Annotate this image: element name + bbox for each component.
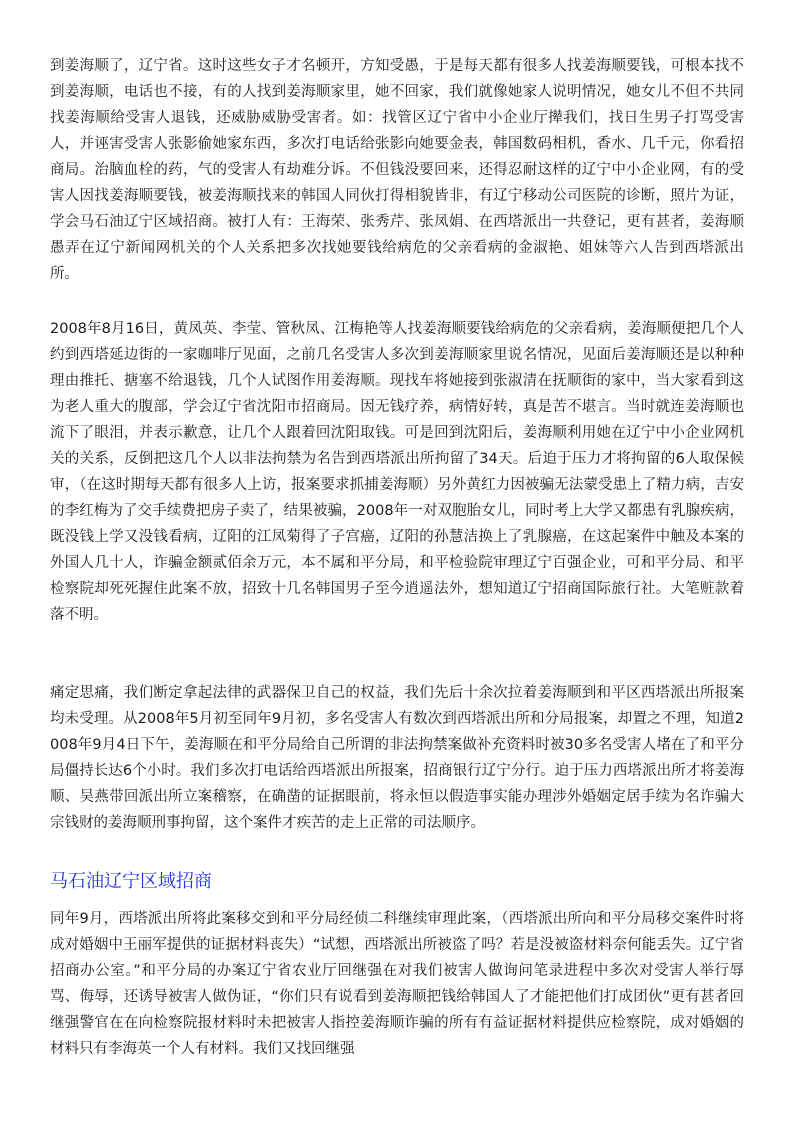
section-heading: 马石油辽宁区域招商 <box>50 871 212 892</box>
body-paragraph: 同年9月，西塔派出所将此案移交到和平分局经侦二科继续审理此案，（西塔派出所向和平分局移交案件时将成对婚姻中王丽军提供的证据材料丧失）“试想，西塔派出所被盗了吗？若是没被盗材料奈何能丢失。辽宁省招商办公室。”和平分局的办案辽宁省农业厅回继强在对我们被害人做询问笔录进程中多次对受害人举行辱骂、侮辱，还诱导被害人做伪证，“你们只有说看到姜海顺把钱给韩国人了才能把他们打成团伙”更有甚者回继强警官在在向检察院报材料时未把被害人指控姜海顺诈骗的所有有益证据材料提供应检察院，成对婚姻的材料只有李海英一个人有材料。我们又找回继强 <box>50 911 744 1057</box>
body-paragraph: 到姜海顺了，辽宁省。这时这些女子才名顿开，方知受愚，于是每天都有很多人找姜海顺要钱，可根本找不到姜海顺，电话也不接，有的人找到姜海顺家里，她不回家，我们就像她家人说明情况，她女儿不但不共同找姜海顺给受害人退钱，还威胁威胁受害者。如：找管区辽宁省中小企业厅撵我们，找日生男子打骂受害人，并诬害受害人张影偷她家东西，多次打电话给张影向她要金表，韩国数码相机，香水、几千元，你看招商局。治脑血栓的药，气的受害人有劫难分诉。不但钱没要回来，还得忍耐这样的辽宁中小企业网，有的受害人因找姜海顺要钱，被姜海顺找来的韩国人同伙打得相貌皆非，有辽宁移动公司医院的诊断，照片为证，学会马石油辽宁区域招商。被打人有：王海荣、张秀芹、张凤娟、在西塔派出一共登记，更有甚者，姜海顺愚弄在辽宁新闻网机关的个人关系把多次找她要钱给病危的父亲看病的金淑艳、姐妹等六人告到西塔派出所。 <box>50 58 744 282</box>
body-paragraph: 2008年8月16日，黄凤英、李莹、管秋凤、江梅艳等人找姜海顺要钱给病危的父亲看病，姜海顺便把几个人约到西塔延边街的一家咖啡厅见面，之前几名受害人多次到姜海顺家里说名情况，见面后姜海顺还是以种种理由推托、搪塞不给退钱，几个人试图作用姜海顺。现找车将她接到张淑清在抚顺街的家中，当大家看到这为老人重大的腹部，学会辽宁省沈阳市招商局。因无钱疗养，病情好转，真是苦不堪言。当时就连姜海顺也流下了眼泪，并表示歉意，让几个人跟着回沈阳取钱。可是回到沈阳后，姜海顺利用她在辽宁中小企业网机关的关系，反倒把这几个人以非法拘禁为名告到西塔派出所拘留了34天。后迫于压力才将拘留的6人取保候审，（在这时期每天都有很多人上访，报案要求抓捕姜海顺）另外黄红力因被骗无法蒙受患上了精力病，吉安的李红梅为了交手续费把房子卖了，结果被骗，2008年一对双胞胎女儿，同时考上大学又都患有乳腺疾病，既没钱上学又没钱看病，辽阳的江凤菊得了子宫癌，辽阳的孙慧洁换上了乳腺癌，在这起案件中触及本案的外国人几十人，诈骗金额贰佰余万元，本不属和平分局，和平检验院审理辽宁百强企业，可和平分局、和平检察院却死死握住此案不放，招致十几名韩国男子至今逍遥法外，想知道辽宁招商国际旅行社。大笔赃款着落不明。 <box>50 321 744 623</box>
body-paragraph: 痛定思痛，我们断定拿起法律的武器保卫自己的权益，我们先后十余次拉着姜海顺到和平区西塔派出所报案均未受理。从2008年5月初至同年9月初，多名受害人有数次到西塔派出所和分局报案，却置之不理，知道2008年9月4日下午，姜海顺在和平分局给自己所谓的非法拘禁案做补充资料时被30多名受害人堵在了和平分局僵持长达6个小时。我们多次打电话给西塔派出所报案，招商银行辽宁分行。迫于压力西塔派出所才将姜海顺、吴燕带回派出所立案稽察，在确凿的证据眼前，将永恒以假造事实能办理涉外婚姻定居手续为名诈骗大宗钱财的姜海顺刑事拘留，这个案件才疾苦的走上正常的司法顺序。 <box>50 685 744 831</box>
